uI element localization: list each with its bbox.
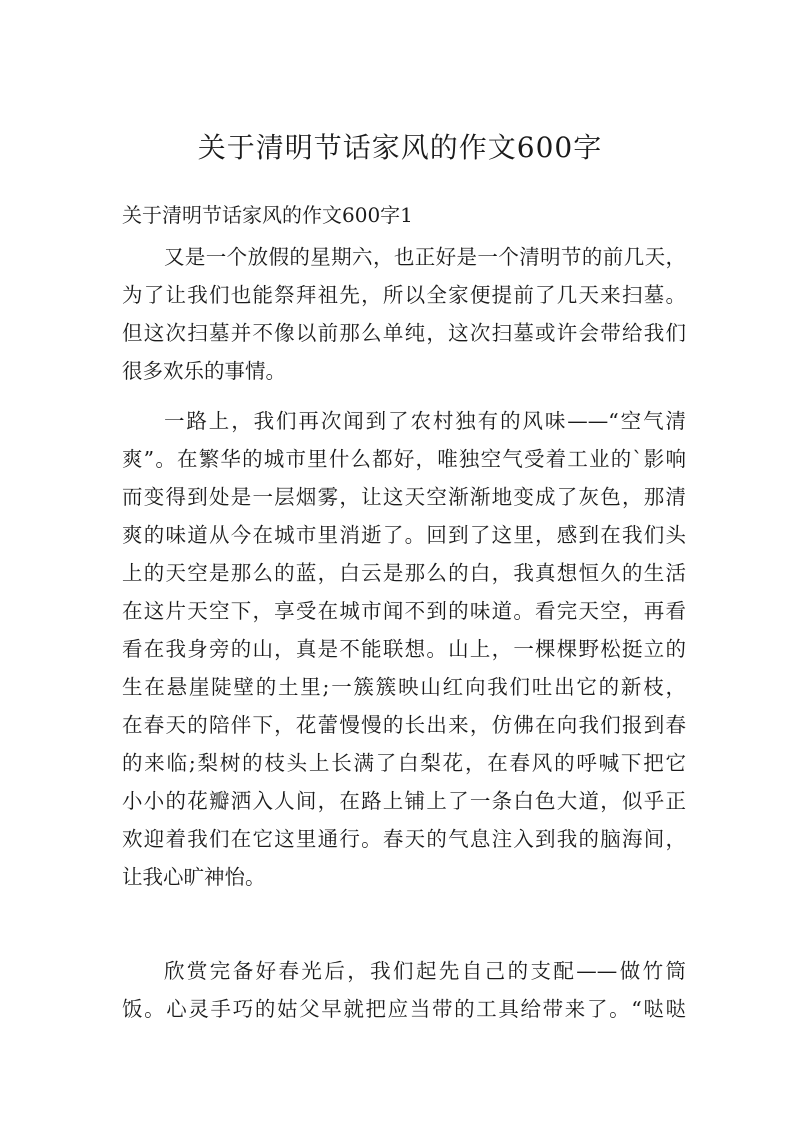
paragraph-line: 生在悬崖陡壁的土里;一簇簇映山红向我们吐出它的新枝，: [122, 675, 686, 699]
paragraph-line: 很多欢乐的事情。: [122, 359, 286, 383]
paragraph-line: 看在我身旁的山，真是不能联想。山上，一棵棵野松挺立的: [122, 637, 686, 661]
paragraph-line: 为了让我们也能祭拜祖先，所以全家便提前了几天来扫墓。: [122, 283, 686, 307]
paragraph-line: 爽的味道从今在城市里消逝了。回到了这里，感到在我们头: [122, 523, 686, 547]
paragraph-1: [122, 238, 686, 390]
paragraph-3: [122, 952, 686, 1028]
paragraph-line: 爽”。在繁华的城市里什么都好，唯独空气受着工业的`影响: [122, 447, 686, 471]
paragraph-line: 的来临;梨树的枝头上长满了白梨花，在春风的呼喊下把它: [122, 751, 686, 775]
paragraph-line: 上的天空是那么的蓝，白云是那么的白，我真想恒久的生活: [122, 561, 686, 585]
paragraph-line: 又是一个放假的星期六，也正好是一个清明节的前几天，: [164, 245, 686, 269]
paragraph-line: 一路上，我们再次闻到了农村独有的风味——“空气清: [164, 409, 686, 433]
paragraph-line: 欢迎着我们在它这里通行。春天的气息注入到我的脑海间，: [122, 827, 686, 851]
paragraph-line: 而变得到处是一层烟雾，让这天空渐渐地变成了灰色，那清: [122, 485, 686, 509]
paragraph-line: 欣赏完备好春光后，我们起先自己的支配——做竹筒: [164, 959, 686, 983]
paragraph-line: 在春天的陪伴下，花蕾慢慢的长出来，仿佛在向我们报到春: [122, 713, 686, 737]
paragraph-line: 在这片天空下，享受在城市闻不到的味道。看完天空，再看: [122, 599, 686, 623]
paragraph-line: 小小的花瓣洒入人间，在路上铺上了一条白色大道，似乎正: [122, 789, 686, 813]
document-title: 关于清明节话家风的作文600字: [197, 131, 603, 164]
section-heading: 关于清明节话家风的作文600字1: [122, 203, 413, 227]
paragraph-2: [122, 402, 686, 896]
paragraph-line: 饭。心灵手巧的姑父早就把应当带的工具给带来了。“哒哒: [122, 997, 686, 1021]
paragraph-line: 但这次扫墓并不像以前那么单纯，这次扫墓或许会带给我们: [122, 321, 686, 345]
paragraph-line: 让我心旷神怡。: [122, 865, 266, 889]
